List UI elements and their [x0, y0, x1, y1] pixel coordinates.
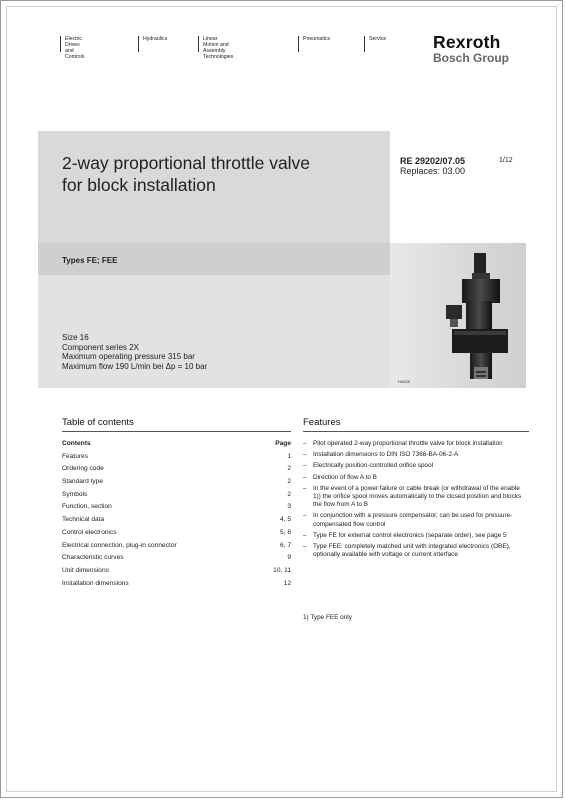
toc-header-row — [62, 440, 291, 453]
feature-text: Pilot operated 2-way proportional throttle valve for block installation — [313, 440, 503, 447]
toc-row-page: 9 — [287, 554, 291, 562]
toc-row-label: Features — [62, 452, 89, 460]
bullet-dash: – — [303, 462, 307, 470]
valve-types: Types FE; FEE — [62, 256, 118, 265]
toc-row[interactable] — [62, 453, 291, 466]
toc-row-page: 2 — [287, 490, 291, 498]
feature-text: Type FE for external control electronics (separate order), see page 5 — [313, 531, 507, 539]
toc-row-label: Control electronics — [62, 528, 117, 536]
document-title — [62, 152, 372, 196]
brand-name: Rexroth — [433, 32, 501, 52]
bullet-dash: – — [303, 440, 307, 447]
toc-row-label: Installation dimensions — [62, 579, 129, 587]
toc-row[interactable] — [62, 529, 291, 542]
specs-list — [62, 333, 207, 371]
toc-row-page: 6, 7 — [280, 541, 291, 549]
bullet-dash: – — [303, 512, 307, 520]
feature-item — [303, 440, 529, 448]
nav-linear-motion[interactable]: Linear Motion and Assembly Technologies — [198, 36, 233, 52]
spec-pressure: Maximum operating pressure 315 bar — [62, 352, 195, 362]
toc-row-page: 5, 8 — [280, 528, 291, 536]
toc-row[interactable] — [62, 567, 291, 580]
feature-text: Direction of flow A to B — [313, 473, 377, 481]
photo-id: H4538 — [398, 379, 410, 384]
spec-size: Size 16 — [62, 333, 89, 342]
feature-text: Electrically position-controlled orifice spool — [313, 462, 434, 470]
toc-row-page: 3 — [287, 503, 291, 511]
nav-service[interactable]: Service — [364, 36, 386, 52]
document-page — [6, 6, 557, 792]
page-number: 1/12 — [499, 157, 513, 164]
toc-row[interactable] — [62, 503, 291, 516]
toc-row-label: Standard type — [62, 478, 104, 486]
features-list — [303, 440, 529, 562]
features-rule — [303, 431, 529, 432]
toc-row-label: Technical data — [62, 516, 105, 524]
title-line-1: 2-way proportional throttle valve — [62, 153, 311, 173]
toc-row-page: 4, 5 — [280, 516, 291, 524]
toc-row[interactable] — [62, 465, 291, 478]
toc-row-label: Unit dimensions — [62, 566, 109, 574]
toc-row[interactable] — [62, 478, 291, 491]
bullet-dash: – — [303, 543, 307, 551]
toc-row-page: 2 — [287, 465, 291, 473]
toc-header-label: Contents — [62, 440, 91, 447]
toc-row-page: 2 — [287, 478, 291, 486]
document-reference: RE 29202/07.05 — [400, 156, 466, 166]
feature-item — [303, 451, 529, 459]
toc-row-label: Ordering code — [62, 465, 104, 473]
brand-logo — [433, 33, 523, 65]
toc-row-page: 10, 11 — [273, 566, 291, 574]
toc-row-page: 12 — [283, 579, 291, 587]
nav-pneumatics[interactable]: Pneumatics — [298, 36, 330, 52]
toc-row-page: 1 — [287, 452, 291, 460]
feature-item — [303, 474, 529, 482]
valve-illustration — [390, 243, 526, 388]
toc-rule — [62, 431, 291, 432]
toc-row[interactable] — [62, 542, 291, 555]
table-of-contents — [62, 440, 291, 592]
bullet-dash: – — [303, 484, 307, 492]
toc-title: Table of contents — [62, 417, 134, 428]
features-title: Features — [303, 417, 341, 428]
toc-row-label: Characteristic curves — [62, 554, 124, 562]
document-replaces: Replaces: 03.00 — [400, 166, 466, 176]
feature-item — [303, 543, 529, 559]
toc-row-label: Electrical connection, plug-in connector — [62, 541, 177, 549]
toc-row[interactable] — [62, 491, 291, 504]
feature-text: Type FEE: completely matched unit with integrated electronics (OBE), optionally available with voltage or current interface — [313, 543, 511, 559]
footnote: 1) Type FEE only — [303, 614, 352, 621]
feature-item — [303, 462, 529, 470]
product-photo — [390, 243, 526, 388]
nav-electric-drives[interactable]: Electric Drives and Controls — [60, 36, 84, 52]
spec-flow: Maximum flow 190 L/min bei Δp = 10 bar — [62, 361, 208, 371]
feature-item — [303, 485, 529, 510]
bullet-dash: – — [303, 473, 307, 481]
toc-row[interactable] — [62, 580, 291, 593]
feature-text: In conjunction with a pressure compensator, can be used for pressure-compensated flow control — [313, 512, 513, 528]
feature-item — [303, 532, 529, 540]
brand-group: Bosch Group — [433, 51, 510, 65]
bullet-dash: – — [303, 451, 307, 459]
toc-row-label: Symbols — [62, 490, 88, 498]
feature-text: Installation dimensions to DIN ISO 7368-BA-06-2-A — [313, 451, 459, 459]
toc-row[interactable] — [62, 554, 291, 567]
toc-row[interactable] — [62, 516, 291, 529]
toc-header-page: Page — [275, 440, 291, 447]
spec-series: Component series 2X — [62, 342, 139, 352]
feature-text: In the event of a power failure or cable break (or withdrawal of the enable 1)) the orifice spool moves automatically to the closed position and blocks the flow from A to B — [313, 484, 522, 509]
nav-hydraulics[interactable]: Hydraulics — [138, 36, 167, 52]
title-line-2: for block installation — [62, 175, 216, 195]
bullet-dash: – — [303, 531, 307, 539]
feature-item — [303, 512, 529, 528]
toc-row-label: Function, section — [62, 503, 112, 511]
